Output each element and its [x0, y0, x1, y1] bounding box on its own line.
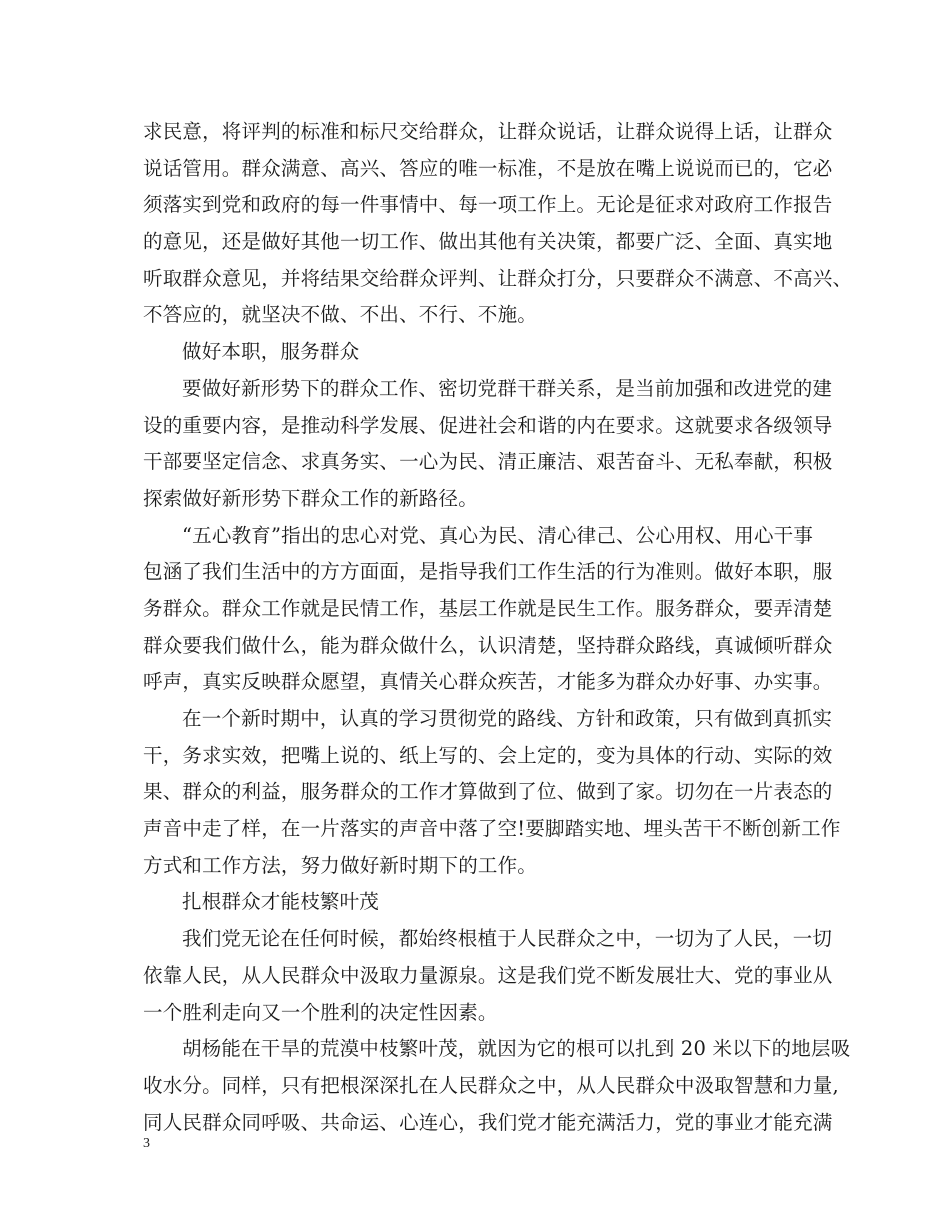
text-line: 须落实到党和政府的每一件事情中、每一项工作上。无论是征求对政府工作报告 — [143, 193, 833, 217]
text-line: 果、群众的利益，服务群众的工作才算做到了位、做到了家。切勿在一片表态的 — [143, 780, 833, 804]
text-line: 声音中走了样，在一片落实的声音中落了空!要脚踏实地、埋头苦干不断创新工作 — [143, 817, 841, 841]
text-line: 干部要坚定信念、求真务实、一心为民、清正廉洁、艰苦奋斗、无私奉献，积极 — [143, 450, 833, 474]
text-line: 包涵了我们生活中的方方面面，是指导我们工作生活的行为准则。做好本职，服 — [143, 560, 833, 584]
text-line: 做好本职，服务群众 — [182, 340, 360, 364]
text-line: 不答应的，就坚决不做、不出、不行、不施。 — [143, 303, 538, 327]
text-line: 听取群众意见，并将结果交给群众评判、让群众打分，只要群众不满意、不高兴、 — [143, 266, 853, 290]
text-line: 说话管用。群众满意、高兴、答应的唯一标准，不是放在嘴上说说而已的，它必 — [143, 156, 833, 180]
text-line: 收水分。同样，只有把根深深扎在人民群众之中，从人民群众中汲取智慧和力量, — [143, 1073, 839, 1097]
text-line: 同人民群众同呼吸、共命运、心连心，我们党才能充满活力，党的事业才能充满 — [143, 1110, 833, 1134]
text-line: 依靠人民，从人民群众中汲取力量源泉。这是我们党不断发展壮大、党的事业从 — [143, 963, 833, 987]
text-line: 方式和工作方法，努力做好新时期下的工作。 — [143, 853, 538, 877]
text-line: 胡杨能在干旱的荒漠中枝繁叶茂，就因为它的根可以扎到 20 米以下的地层吸 — [182, 1037, 851, 1061]
text-line: 干，务求实效，把嘴上说的、纸上写的、会上定的，变为具体的行动、实际的效 — [143, 743, 833, 767]
body-text — [143, 114, 853, 1141]
text-line: 扎根群众才能枝繁叶茂 — [182, 890, 380, 914]
text-line: 务群众。群众工作就是民情工作，基层工作就是民生工作。服务群众，要弄清楚 — [143, 596, 833, 620]
text-line: 在一个新时期中，认真的学习贯彻党的路线、方针和政策，只有做到真抓实 — [182, 707, 833, 730]
text-line: 设的重要内容，是推动科学发展、促进社会和谐的内在要求。这就要求各级领导 — [143, 413, 833, 437]
page-number: 3 — [143, 1136, 150, 1151]
text-line: 呼声，真实反映群众愿望，真情关心群众疾苦，才能多为群众办好事、办实事。 — [143, 670, 833, 694]
text-line: “五心教育”指出的忠心对党、真心为民、清心律己、公心用权、用心干事 — [182, 523, 814, 547]
text-line: 一个胜利走向又一个胜利的决定性因素。 — [143, 1000, 498, 1024]
text-line: 我们党无论在任何时候，都始终根植于人民群众之中，一切为了人民，一切 — [182, 927, 833, 951]
text-line: 群众要我们做什么，能为群众做什么，认识清楚，坚持群众路线，真诚倾听群众 — [143, 633, 833, 657]
text-line: 要做好新形势下的群众工作、密切党群干群关系，是当前加强和改进党的建 — [182, 376, 833, 400]
text-line: 的意见，还是做好其他一切工作、做出其他有关决策，都要广泛、全面、真实地 — [143, 230, 833, 254]
text-line: 求民意，将评判的标准和标尺交给群众，让群众说话，让群众说得上话，让群众 — [143, 120, 833, 143]
text-line: 探索做好新形势下群众工作的新路径。 — [143, 486, 478, 510]
